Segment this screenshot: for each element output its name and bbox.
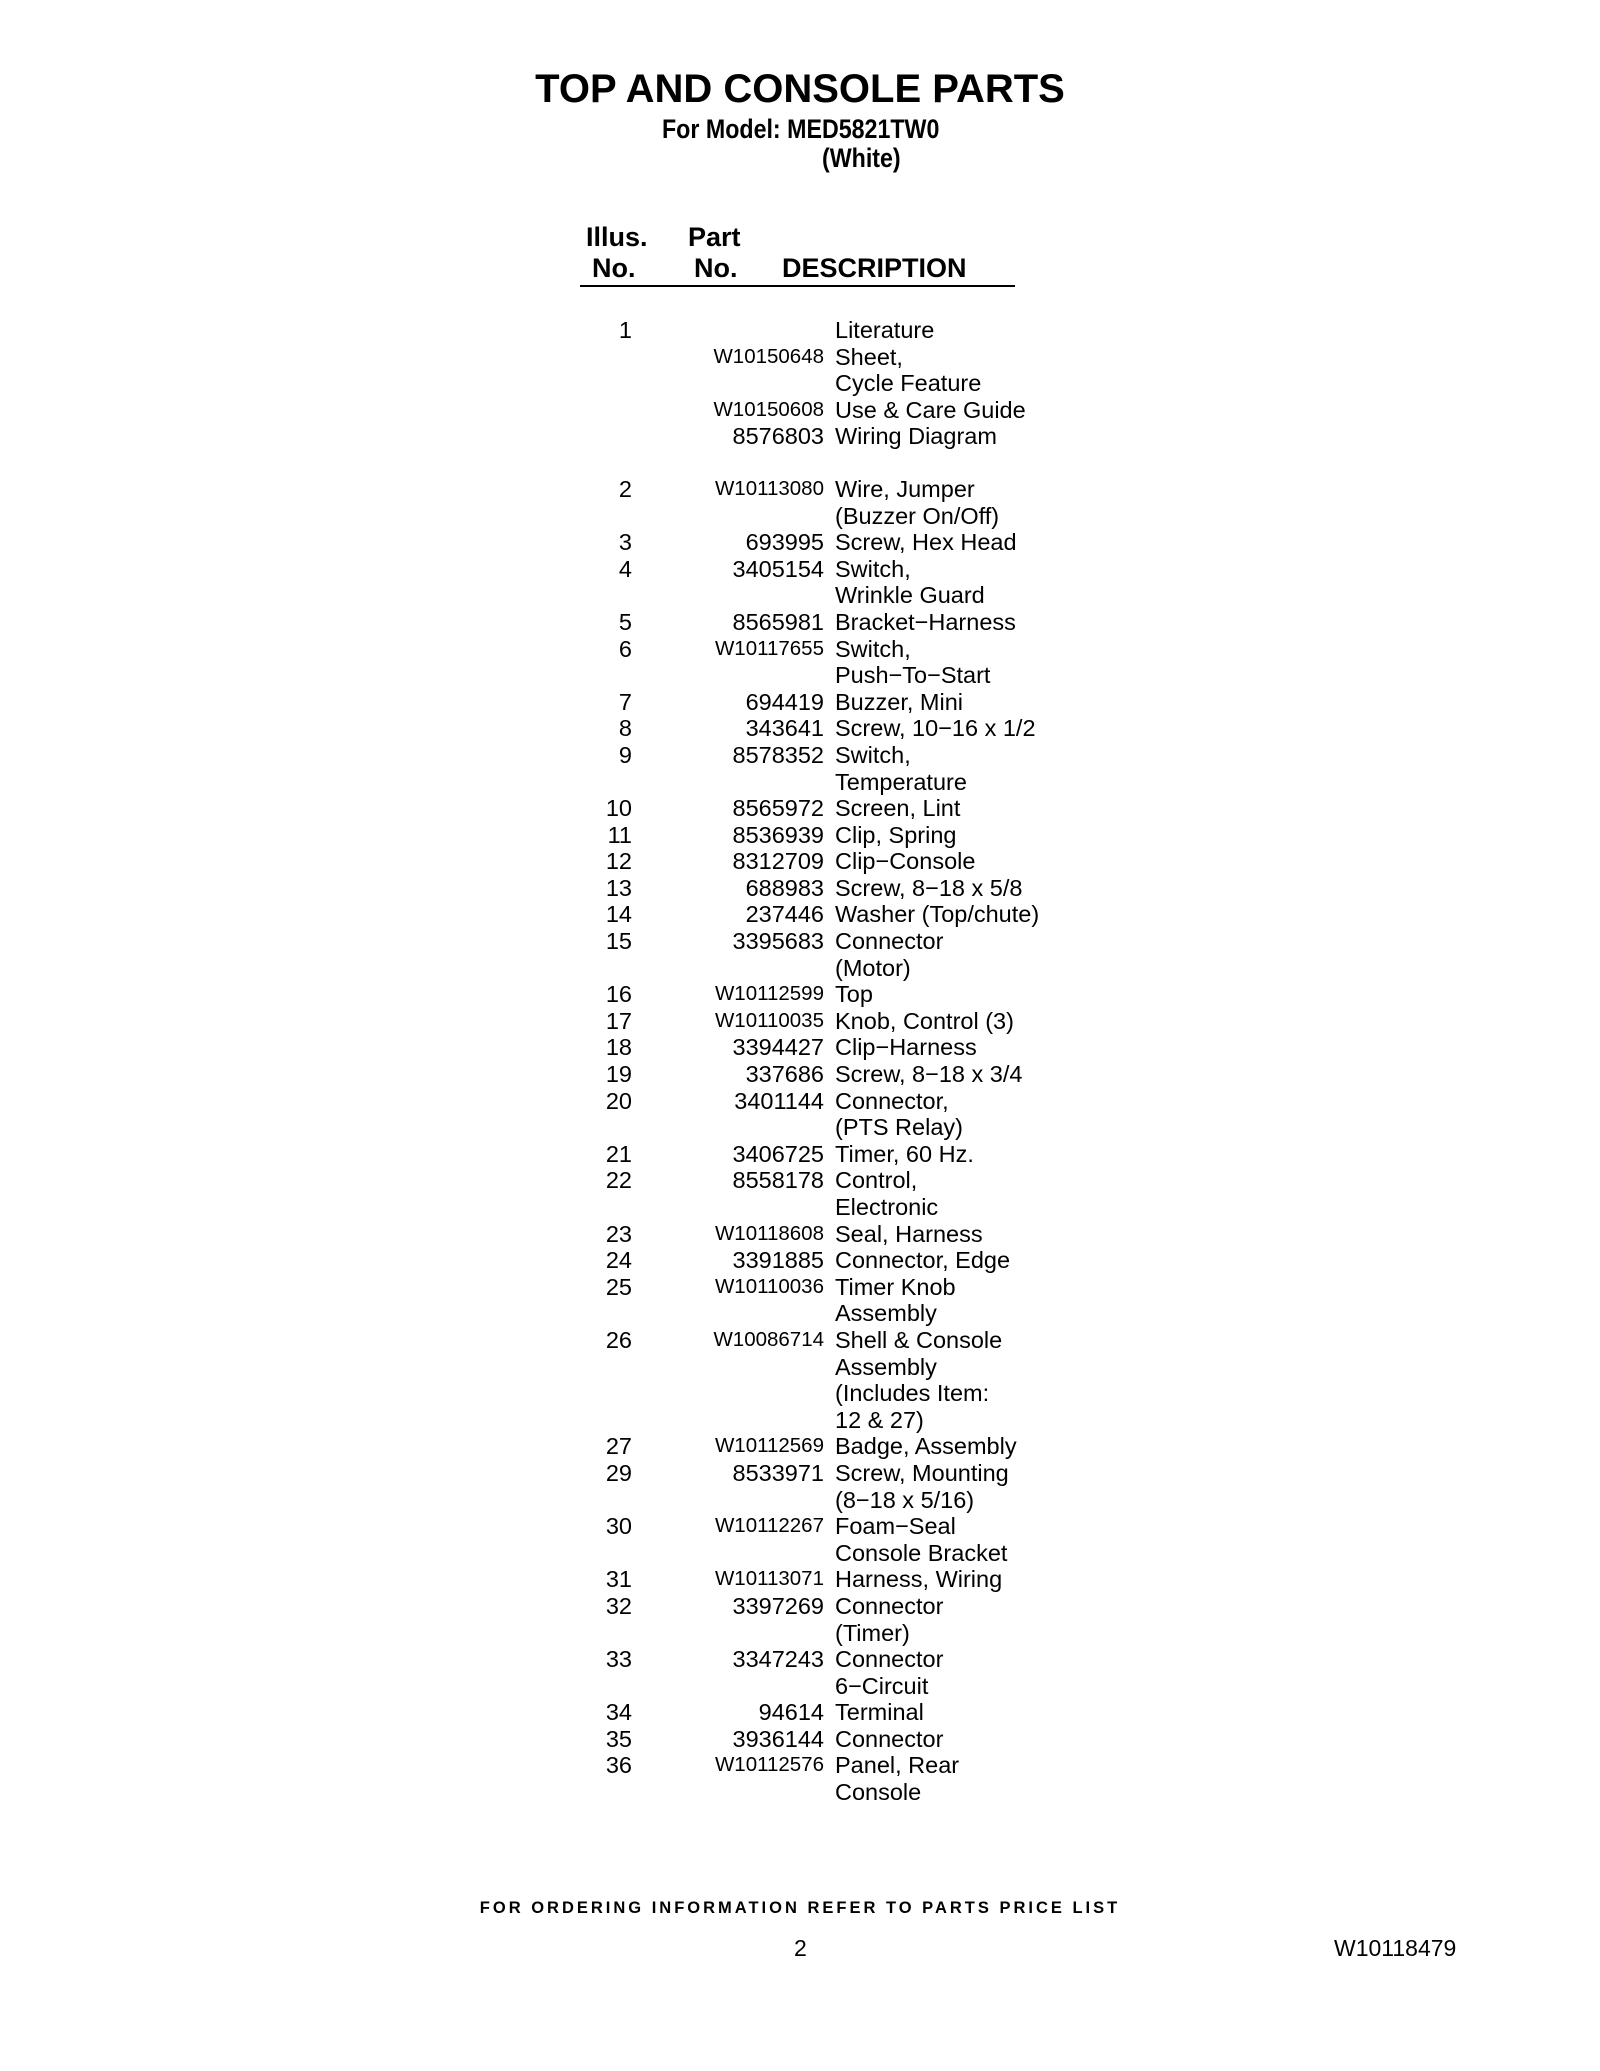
illus-number [580, 1354, 632, 1381]
part-description: (Buzzer On/Off) [835, 502, 1000, 529]
parts-row [580, 1779, 1040, 1806]
illus-number: 4 [618, 555, 632, 582]
parts-row [580, 848, 1040, 875]
ordering-note: FOR ORDERING INFORMATION REFER TO PARTS PRICE LIST [479, 1899, 1121, 1917]
part-description: Screw, 8−18 x 3/4 [835, 1061, 1023, 1088]
parts-row [580, 822, 1040, 849]
parts-row [580, 1566, 1040, 1593]
illus-number [580, 344, 632, 371]
document-number: W10118479 [1334, 1935, 1457, 1961]
illus-number: 31 [605, 1566, 632, 1593]
part-number: 8576803 [732, 423, 824, 450]
part-number [632, 1620, 824, 1647]
parts-row [580, 1513, 1040, 1540]
parts-row [580, 955, 1040, 982]
parts-row [580, 1460, 1040, 1487]
illus-number: 8 [618, 715, 632, 742]
part-description: (8−18 x 5/16) [835, 1486, 975, 1513]
part-number: 3401144 [734, 1087, 824, 1114]
part-description: Terminal [835, 1699, 924, 1726]
part-number [632, 955, 824, 982]
part-description: Assembly [835, 1353, 937, 1380]
part-number: 337686 [745, 1061, 824, 1088]
part-number: W10150648 [713, 344, 824, 368]
part-description: Console [835, 1779, 922, 1806]
parts-row [580, 901, 1040, 928]
part-number [632, 1354, 824, 1381]
parts-row [580, 1380, 1040, 1407]
part-number: 3397269 [732, 1592, 824, 1619]
parts-row [580, 715, 1040, 742]
parts-row [580, 981, 1040, 1008]
part-description: Screw, 10−16 x 1/2 [835, 715, 1036, 742]
part-description: Buzzer, Mini [835, 688, 963, 715]
part-description: Connector, [835, 1087, 949, 1114]
part-description: Control, [835, 1167, 918, 1194]
illus-number: 10 [605, 795, 632, 822]
parts-row [580, 317, 1040, 344]
part-description: Timer, 60 Hz. [835, 1140, 974, 1167]
part-number [632, 1779, 824, 1806]
part-number [632, 769, 824, 796]
parts-row [580, 503, 1040, 530]
part-number [632, 1114, 824, 1141]
part-description: Sheet, [835, 343, 903, 370]
parts-row [580, 1141, 1040, 1168]
part-description: Screw, Hex Head [835, 529, 1017, 556]
part-description: Connector [835, 1592, 944, 1619]
illus-number: 34 [605, 1699, 632, 1726]
part-number [632, 662, 824, 689]
part-number [632, 582, 824, 609]
illus-number: 3 [618, 529, 632, 556]
parts-row [580, 662, 1040, 689]
part-description: Connector [835, 928, 944, 955]
header-illus-line2: No. [592, 253, 636, 283]
part-description: Clip−Console [835, 848, 976, 875]
part-description: Cycle Feature [835, 370, 982, 397]
part-description: Clip, Spring [835, 821, 957, 848]
part-number: 8558178 [732, 1167, 824, 1194]
part-description: 6−Circuit [835, 1672, 929, 1699]
part-number [632, 1380, 824, 1407]
part-description: Seal, Harness [835, 1220, 983, 1247]
page-number: 2 [794, 1935, 807, 1961]
part-description: Knob, Control (3) [835, 1007, 1014, 1034]
parts-row [580, 928, 1040, 955]
parts-row [580, 875, 1040, 902]
part-number: 3394427 [732, 1034, 824, 1061]
illus-number [580, 1540, 632, 1567]
illus-number: 17 [605, 1007, 632, 1034]
illus-number: 32 [605, 1592, 632, 1619]
part-number [632, 1407, 824, 1434]
parts-row [580, 1167, 1040, 1194]
illus-number: 5 [618, 608, 632, 635]
parts-list [580, 317, 1040, 1806]
part-number [632, 1487, 824, 1514]
part-description: (Motor) [835, 954, 911, 981]
parts-row [580, 1008, 1040, 1035]
part-description: Harness, Wiring [835, 1566, 1003, 1593]
part-description: (Timer) [835, 1619, 910, 1646]
header-part-line2: No. [694, 253, 738, 283]
illus-number [580, 1487, 632, 1514]
parts-row [580, 1620, 1040, 1647]
part-description: Switch, [835, 741, 911, 768]
illus-number: 26 [605, 1326, 632, 1353]
part-description: Use & Care Guide [835, 396, 1026, 423]
part-description: Bracket−Harness [835, 608, 1016, 635]
parts-row [580, 1752, 1040, 1779]
parts-row [580, 1327, 1040, 1354]
part-description: Screw, 8−18 x 5/8 [835, 874, 1023, 901]
illus-number: 24 [605, 1247, 632, 1274]
part-description: Screen, Lint [835, 795, 961, 822]
illus-number [580, 1620, 632, 1647]
part-number: 8533971 [732, 1459, 824, 1486]
part-number: 8312709 [732, 848, 824, 875]
part-description: Panel, Rear [835, 1752, 960, 1779]
part-number: W10110036 [714, 1274, 824, 1298]
parts-row [580, 1274, 1040, 1301]
part-number [632, 370, 824, 397]
illus-number: 20 [605, 1087, 632, 1114]
model-subtitle: For Model: MED5821TW0 [662, 114, 940, 144]
part-description: Console Bracket [835, 1539, 1008, 1566]
part-description: Shell & Console [835, 1326, 1003, 1353]
header-description: DESCRIPTION [782, 253, 967, 283]
part-description: Wrinkle Guard [835, 582, 985, 609]
illus-number: 14 [605, 901, 632, 928]
parts-row [580, 795, 1040, 822]
part-description: Wiring Diagram [835, 423, 997, 450]
part-number: 688983 [745, 874, 824, 901]
part-description: Switch, [835, 635, 911, 662]
parts-row [580, 1673, 1040, 1700]
part-description: Switch, [835, 555, 911, 582]
part-number: 8565972 [732, 795, 824, 822]
illus-number [580, 370, 632, 397]
illus-number: 21 [605, 1140, 632, 1167]
parts-row [580, 1407, 1040, 1434]
parts-row [580, 1726, 1040, 1753]
header-divider [580, 285, 1015, 287]
part-number: W10112599 [714, 982, 824, 1006]
part-description: Top [835, 981, 873, 1008]
parts-row [580, 1221, 1040, 1248]
illus-number: 33 [605, 1646, 632, 1673]
part-number: 3406725 [732, 1140, 824, 1167]
parts-row [580, 1433, 1040, 1460]
part-number: W10112267 [714, 1514, 824, 1538]
part-number: W10112576 [714, 1753, 824, 1777]
part-number [632, 317, 824, 344]
part-number: W10117655 [714, 636, 824, 660]
parts-row [580, 1247, 1040, 1274]
illus-number: 18 [605, 1034, 632, 1061]
illus-number: 19 [605, 1061, 632, 1088]
parts-row [580, 1540, 1040, 1567]
part-description: Clip−Harness [835, 1034, 977, 1061]
illus-number: 9 [618, 741, 632, 768]
illus-number [580, 423, 632, 450]
illus-number [580, 397, 632, 424]
illus-number [580, 1114, 632, 1141]
parts-row [580, 636, 1040, 663]
part-number: 3936144 [732, 1725, 824, 1752]
illus-number [580, 1779, 632, 1806]
parts-row [580, 1088, 1040, 1115]
part-number: 343641 [745, 715, 824, 742]
parts-row [580, 1487, 1040, 1514]
parts-row [580, 1646, 1040, 1673]
illus-number [580, 662, 632, 689]
header-illus-line1: Illus. [586, 222, 648, 252]
part-number: 3395683 [732, 928, 824, 955]
illus-number: 35 [605, 1725, 632, 1752]
illus-number: 2 [618, 475, 632, 502]
part-number: 8565981 [732, 608, 824, 635]
part-number [632, 1673, 824, 1700]
parts-row [580, 742, 1040, 769]
parts-row [580, 1034, 1040, 1061]
parts-row [580, 476, 1040, 503]
illus-number [580, 955, 632, 982]
parts-row [580, 423, 1040, 450]
illus-number [580, 1380, 632, 1407]
part-number: 94614 [758, 1699, 824, 1726]
part-number: W10086714 [713, 1327, 824, 1351]
part-description: Wire, Jumper [835, 475, 975, 502]
parts-row [580, 397, 1040, 424]
parts-row [580, 344, 1040, 371]
header-part-line1: Part [688, 222, 741, 252]
illus-number [580, 1673, 632, 1700]
parts-row [580, 529, 1040, 556]
illus-number: 6 [618, 635, 632, 662]
part-description: Literature [835, 317, 935, 343]
part-description: Timer Knob [835, 1273, 956, 1300]
part-description: (Includes Item: [835, 1380, 990, 1407]
illus-number: 29 [605, 1459, 632, 1486]
parts-row [580, 370, 1040, 397]
illus-number [580, 1194, 632, 1221]
parts-row [580, 1194, 1040, 1221]
parts-row [580, 556, 1040, 583]
part-number: 3391885 [732, 1247, 824, 1274]
illus-number [580, 582, 632, 609]
illus-number: 23 [605, 1220, 632, 1247]
illus-number: 15 [605, 928, 632, 955]
illus-number: 7 [618, 688, 632, 715]
part-number [632, 1300, 824, 1327]
parts-row [580, 1114, 1040, 1141]
part-number: 694419 [745, 688, 824, 715]
part-description: 12 & 27) [835, 1406, 924, 1433]
illus-number [580, 1300, 632, 1327]
parts-row [580, 1300, 1040, 1327]
parts-row [580, 1593, 1040, 1620]
parts-row [580, 769, 1040, 796]
part-description: Assembly [835, 1300, 937, 1327]
part-description: Electronic [835, 1194, 939, 1220]
illus-number: 12 [605, 848, 632, 875]
illus-number: 11 [607, 821, 632, 848]
part-number: 3347243 [732, 1646, 824, 1673]
part-number [632, 503, 824, 530]
part-description: Foam−Seal [835, 1513, 956, 1540]
part-number: W10113080 [714, 476, 824, 500]
illus-number: 22 [605, 1167, 632, 1194]
part-number: 3405154 [732, 555, 824, 582]
color-note: (White) [822, 143, 901, 173]
part-description: Washer (Top/chute) [835, 901, 1040, 928]
part-number: W10112569 [714, 1434, 824, 1458]
page-title: TOP AND CONSOLE PARTS [535, 67, 1065, 111]
part-number: W10150608 [713, 397, 824, 421]
part-description: Connector [835, 1725, 944, 1752]
part-description: Connector [835, 1646, 944, 1673]
part-number [632, 1540, 824, 1567]
parts-row [580, 609, 1040, 636]
illus-number: 1 [618, 317, 632, 343]
parts-row [580, 582, 1040, 609]
parts-row [580, 1699, 1040, 1726]
illus-number [580, 503, 632, 530]
illus-number: 25 [605, 1273, 632, 1300]
part-number: W10118608 [714, 1221, 824, 1245]
part-description: (PTS Relay) [835, 1114, 963, 1141]
illus-number [580, 1407, 632, 1434]
part-number: 8578352 [732, 741, 824, 768]
part-number [632, 1194, 824, 1221]
parts-row [580, 1354, 1040, 1381]
part-description: Connector, Edge [835, 1247, 1011, 1274]
part-description: Badge, Assembly [835, 1433, 1017, 1460]
part-number: W10110035 [714, 1008, 824, 1032]
parts-row [580, 1061, 1040, 1088]
illus-number: 30 [605, 1513, 632, 1540]
illus-number: 13 [605, 874, 632, 901]
part-description: Temperature [835, 768, 967, 795]
part-description: Push−To−Start [835, 662, 991, 689]
illus-number: 27 [605, 1433, 632, 1460]
illus-number: 16 [605, 981, 632, 1008]
part-number: W10113071 [714, 1567, 824, 1591]
part-description: Screw, Mounting [835, 1459, 1009, 1486]
part-number: 693995 [745, 529, 824, 556]
part-number: 8536939 [732, 821, 824, 848]
illus-number: 36 [605, 1752, 632, 1779]
part-number: 237446 [745, 901, 824, 928]
illus-number [580, 769, 632, 796]
parts-row [580, 689, 1040, 716]
